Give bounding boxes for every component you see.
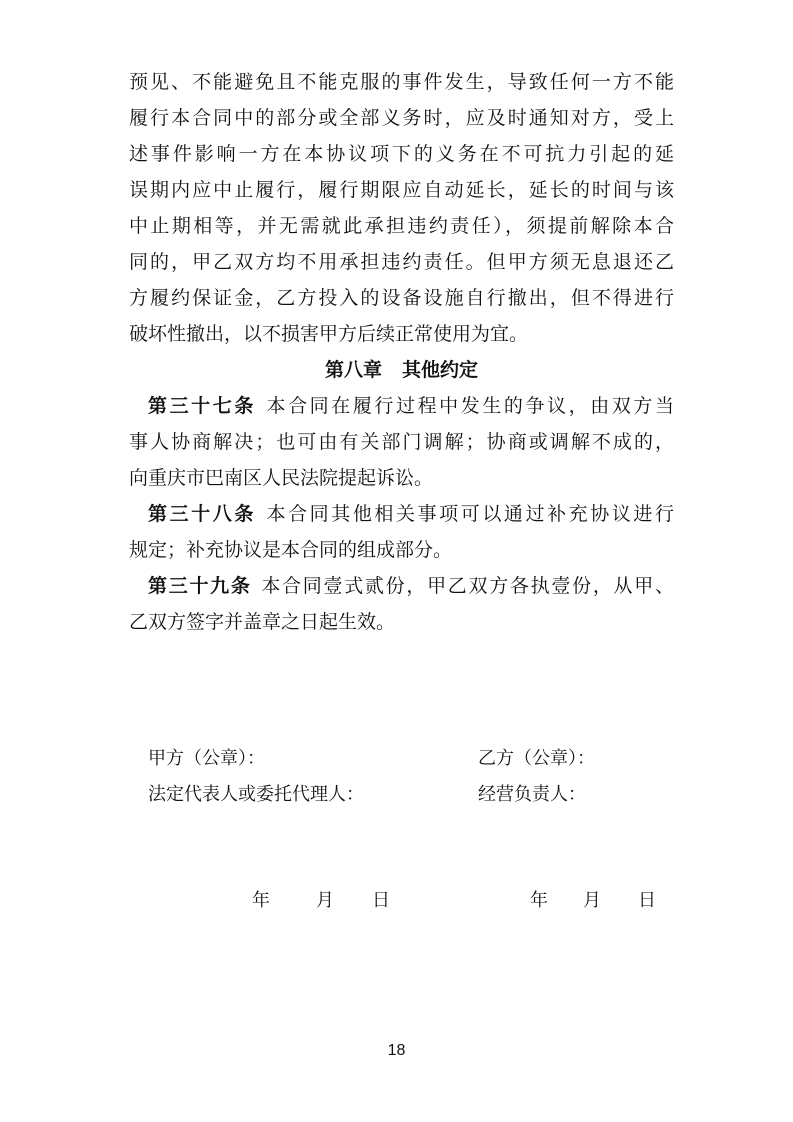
- paragraph-line: 中止期相等，并无需就此承担违约责任），须提前解除本合: [129, 215, 674, 237]
- chapter-heading: [129, 352, 674, 388]
- party-b-representative-label: 经营负责人：: [478, 784, 586, 805]
- continued-paragraph: [129, 64, 674, 352]
- party-b-seal-label: 乙方（公章）：: [478, 748, 595, 769]
- paragraph-line: 同的，甲乙双方均不用承担违约责任。但甲方须无息退还乙: [129, 251, 674, 273]
- paragraph-line: 误期内应中止履行，履行期限应自动延长，延长的时间与该: [129, 179, 674, 201]
- article-number: 第三十七条: [148, 395, 256, 417]
- article-line: 事人协商解决；也可由有关部门调解；协商或调解不成的，: [129, 431, 674, 453]
- party-a-seal-label: 甲方（公章）：: [148, 748, 265, 769]
- party-a-date-year: 年: [252, 890, 270, 911]
- party-a-representative-label: 法定代表人或委托代理人：: [148, 784, 364, 805]
- chapter-title: 其他约定: [402, 359, 479, 381]
- page-number: 18: [387, 1042, 406, 1059]
- party-a-date-month: 月: [316, 890, 334, 911]
- party-b-date-month: 月: [583, 890, 601, 911]
- paragraph-line: 述事件影响一方在本协议项下的义务在不可抗力引起的延: [129, 143, 674, 165]
- paragraph-line: 履行本合同中的部分或全部义务时，应及时通知对方，受上: [129, 107, 674, 129]
- article-text: 本合同壹式贰份，甲乙双方各执壹份，从甲、: [259, 575, 674, 597]
- paragraph-line: 破坏性撤出，以不损害甲方后续正常使用为宜。: [129, 323, 529, 345]
- article-first-line: [129, 388, 674, 424]
- party-b-date-year: 年: [530, 890, 548, 911]
- article-first-line: [129, 496, 674, 532]
- article-line: 乙双方签字并盖章之日起生效。: [129, 611, 396, 633]
- article-line: 向重庆市巴南区人民法院提起诉讼。: [129, 467, 434, 489]
- article-number: 第三十八条: [148, 503, 256, 525]
- article-39: [129, 568, 674, 640]
- chapter-number: 第八章: [324, 359, 382, 381]
- article-38: [129, 496, 674, 568]
- party-a-date-day: 日: [372, 890, 390, 911]
- party-b-date-day: 日: [638, 890, 656, 911]
- body-text: [129, 64, 674, 640]
- paragraph-line: 预见、不能避免且不能克服的事件发生，导致任何一方不能: [129, 71, 674, 93]
- paragraph-line: 方履约保证金，乙方投入的设备设施自行撤出，但不得进行: [129, 287, 674, 309]
- article-number: 第三十九条: [148, 575, 252, 597]
- article-text: 本合同其他相关事项可以通过补充协议进行: [263, 503, 674, 525]
- article-first-line: [129, 568, 674, 604]
- article-line: 规定；补充协议是本合同的组成部分。: [129, 539, 453, 561]
- article-text: 本合同在履行过程中发生的争议，由双方当: [263, 395, 674, 417]
- article-37: [129, 388, 674, 496]
